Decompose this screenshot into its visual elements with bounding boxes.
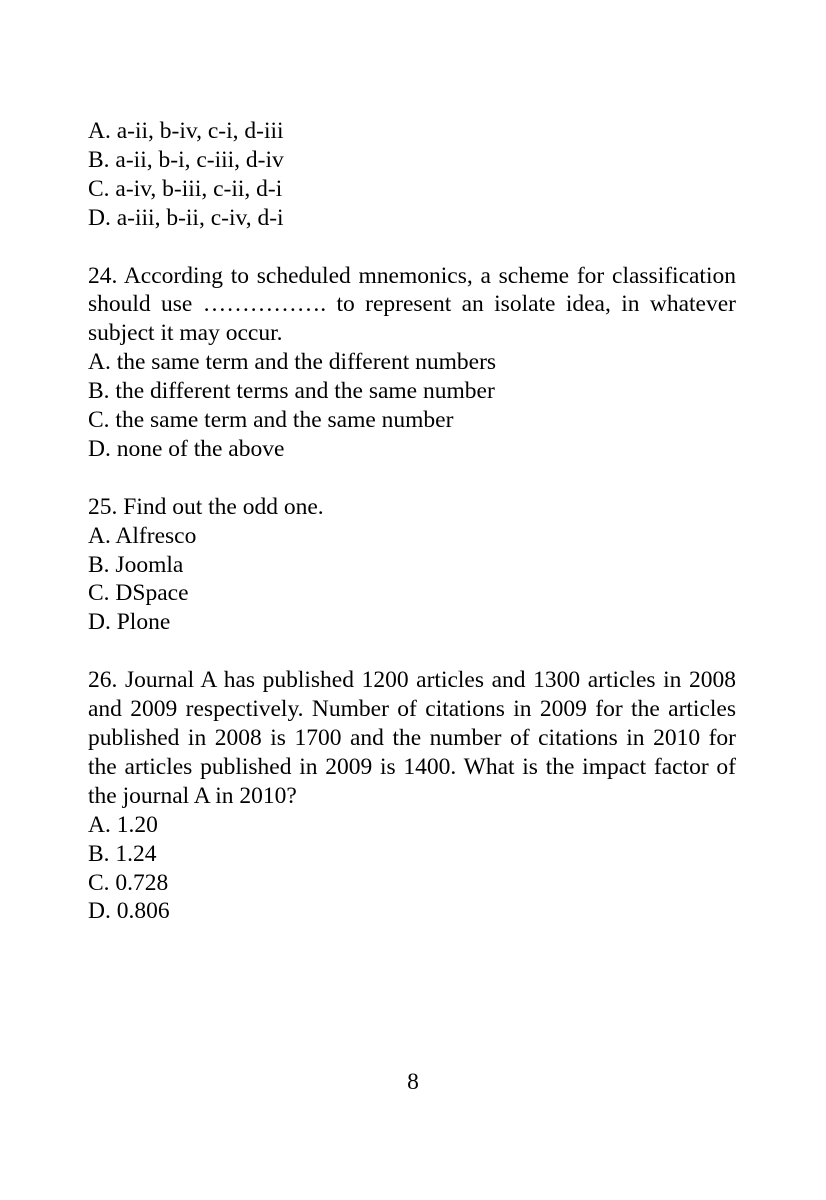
question-24 bbox=[88, 262, 736, 464]
option-c: C. the same term and the same number bbox=[88, 407, 454, 434]
option-d: D. Plone bbox=[88, 609, 171, 636]
question-25-stem: 25. Find out the odd one. bbox=[88, 493, 324, 520]
option-b: B. 1.24 bbox=[88, 840, 157, 867]
option-a: A. Alfresco bbox=[88, 522, 197, 549]
question-26-stem: 26. Journal A has published 1200 articles and 1300 articles in 2008 and 2009 respectively. Number of citations in 2009 for the articles published in 2008 is 1700 and the number of citations in 2010 for the articles published in 2009 is 1400. What is the impact factor of the journal A in 2010? bbox=[88, 667, 736, 809]
option-a: A. a-ii, b-iv, c-i, d-iii bbox=[88, 118, 284, 144]
question-26 bbox=[88, 666, 736, 926]
question-23-options bbox=[88, 117, 736, 233]
option-b: B. the different terms and the same number bbox=[88, 378, 495, 405]
option-d: D. a-iii, b-ii, c-iv, d-i bbox=[88, 204, 284, 231]
option-a: A. the same term and the different numbers bbox=[88, 349, 497, 376]
option-a: A. 1.20 bbox=[88, 811, 158, 838]
page-content bbox=[88, 117, 736, 926]
option-c: C. DSpace bbox=[88, 580, 189, 607]
option-d: D. 0.806 bbox=[88, 898, 170, 925]
option-b: B. Joomla bbox=[88, 551, 184, 578]
page-number: 8 bbox=[407, 1069, 419, 1095]
option-b: B. a-ii, b-i, c-iii, d-iv bbox=[88, 146, 284, 173]
option-c: C. 0.728 bbox=[88, 869, 169, 896]
question-24-stem: 24. According to scheduled mnemonics, a scheme for classification should use ……………. to represent an isolate idea, in whatever subject it may occur. bbox=[88, 262, 736, 347]
question-25 bbox=[88, 493, 736, 638]
option-c: C. a-iv, b-iii, c-ii, d-i bbox=[88, 175, 283, 202]
option-d: D. none of the above bbox=[88, 435, 285, 462]
